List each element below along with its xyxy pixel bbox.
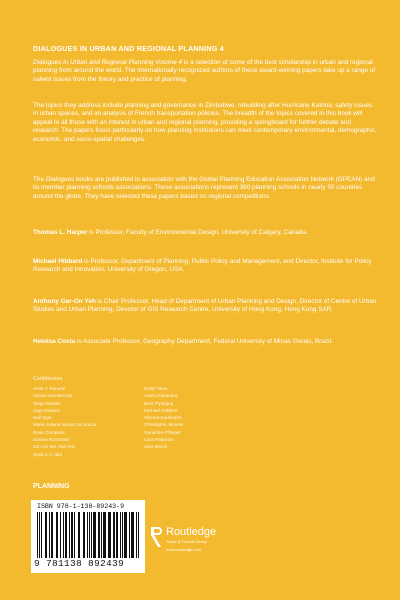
contributor-name: Maria Juliana Nunes De Souza (33, 422, 97, 428)
publisher-name: Routledge (166, 526, 217, 538)
contributor-name: Luca Pattaroni (144, 437, 174, 443)
barcode-bar (56, 512, 58, 558)
barcode-bar (83, 512, 85, 558)
barcode-bar (69, 512, 70, 558)
barcode-bar (78, 512, 80, 558)
editor-bio (33, 229, 378, 237)
editor-name: Michael Hibbard (33, 258, 83, 265)
barcode-bar (41, 512, 42, 558)
barcode-number: 9 781138 892439 (34, 558, 125, 569)
volume-title: Dialogues in Urban and Regional Planning Volume 4 (33, 59, 182, 66)
barcode-bar (51, 512, 53, 558)
barcode-bar (116, 512, 118, 558)
contributor-name: Christophe Jemelin (144, 422, 184, 428)
barcode-bar (37, 512, 38, 558)
barcode-bar (129, 512, 130, 558)
dialogues-text: books are published in association with the Global Planning Education Association Network (GPEAN) and its member planning schools associations. These associations represent 360 planning schools in nearly 50 countries around the globe. They have selected these papers based on regional competitions. (33, 176, 375, 200)
barcode-bar (49, 512, 50, 558)
contributor-name: Jago Dodson (33, 407, 61, 413)
topics-paragraph: The topics they address include planning and governance in Zimbabwe, rebuilding after Hurricane Katrina, safety issues in urban spaces, and an analysis of French transportation policies. The breadth of the topics covered in this book will appeal to all those with an interest in urban and regional planning, providing a springboard for further debate and research. The papers focus particularly on how planning institutions can meet contemporary environmental, demographic, economic, and socio-spatial challenges. (33, 102, 377, 143)
contributor-name: Samira Ramezani (33, 437, 70, 443)
barcode (31, 500, 145, 573)
contributor-name: Amin Y. Kamete (33, 386, 66, 391)
publisher-logo (149, 525, 269, 565)
barcode-bar (93, 512, 96, 558)
dialogues-paragraph (33, 176, 378, 201)
barcode-bar (124, 512, 127, 558)
barcode-bar (74, 512, 75, 558)
contributor-name: Vincent Kaufmann (144, 415, 182, 421)
barcode-bar (45, 512, 47, 558)
dialogues-prefix: The (33, 176, 46, 183)
dialogues-italic: Dialogues (45, 176, 75, 183)
editor-description: is Associate Professor, Geography Department, Federal University of Minas Gerais, Brazil. (75, 338, 333, 345)
barcode-bar (138, 512, 139, 558)
barcode-bar (101, 512, 102, 558)
contributor-name: Leonie Sandercock (33, 393, 73, 399)
intro-paragraph (33, 59, 378, 84)
subject-category: PLANNING (33, 483, 70, 490)
contributor-name: Arturo Almandoz (144, 393, 178, 399)
isbn-number: ISBN 978-1-138-89243-9 (37, 503, 125, 510)
contributors-label: Contributors (33, 376, 63, 382)
barcode-bar (91, 512, 92, 558)
contributor-name: Tanja Winkler (33, 400, 61, 406)
editor-name: Heloisa Costa (33, 338, 76, 345)
editor-description: is Professor, Faculty of Environmental Design, University of Calgary, Canada. (87, 229, 308, 236)
editor-name: Thomas L. Harper (33, 229, 88, 236)
editor-name: Anthony Gar-On Yeh (33, 298, 96, 305)
barcode-bar (87, 512, 88, 558)
barcode-bar (113, 512, 115, 558)
barcode-bar (98, 512, 100, 558)
barcode-bar (60, 512, 61, 558)
contributor-name: Michael Hebbert (144, 407, 178, 413)
contributor-name: Géraldine Pflieger (144, 429, 181, 435)
contributor-name: Rose Compans (33, 429, 65, 435)
editor-description: is Chair Professor, Head of Department of Urban Planning and Design, Director of Centre of Urban Studies and Urban Planning, Director of GIS Research Centre, University of Hong Kong, Hong Kong SAR. (33, 298, 377, 314)
barcode-bar (136, 512, 137, 558)
contributor-name: Alan March (144, 444, 168, 450)
publisher-url: www.routledge.com (166, 547, 201, 552)
barcode-bar (65, 512, 67, 558)
editor-bio (33, 338, 378, 346)
barcode-bar (103, 512, 106, 558)
barcode-bar (89, 512, 90, 558)
series-title: DIALOGUES IN URBAN AND REGIONAL PLANNING 4 (33, 44, 224, 53)
contributor-name: Emily Talen (144, 386, 168, 391)
intro-text: is a selection of some of the best scholarship in urban and regional planning from around the world. The internationally recognized authors of these award-winning papers take up a range of salient issues from the theory and practice of planning. (33, 59, 375, 83)
contributor-name: Zul Azri Bin Abd Aziz (33, 444, 76, 450)
editor-bio (33, 258, 378, 275)
barcode-bar (108, 512, 111, 558)
barcode-bar (120, 512, 121, 558)
barcode-bar (131, 512, 134, 558)
publisher-group: Taylor & Francis Group (166, 539, 207, 544)
routledge-logo-icon (149, 525, 163, 549)
contributors-column-2 (144, 385, 183, 451)
contributor-name: Neil Sipe (33, 415, 52, 421)
barcode-bars (37, 512, 139, 558)
barcode-bar (122, 512, 123, 558)
barcode-bar (71, 512, 73, 558)
contributor-name: Bent Flyvbjerg (144, 400, 174, 406)
contributors-column-1 (33, 385, 96, 458)
editor-description: is Professor, Department of Planning, Public Policy and Management, and Director, Institute for Policy Research and Innovation, University of Oregon, USA. (33, 258, 372, 274)
editor-bio (33, 298, 378, 315)
barcode-bar (63, 512, 64, 558)
contributor-name: Syed Z.A. Idid (33, 451, 62, 457)
barcode-bar (39, 512, 40, 558)
